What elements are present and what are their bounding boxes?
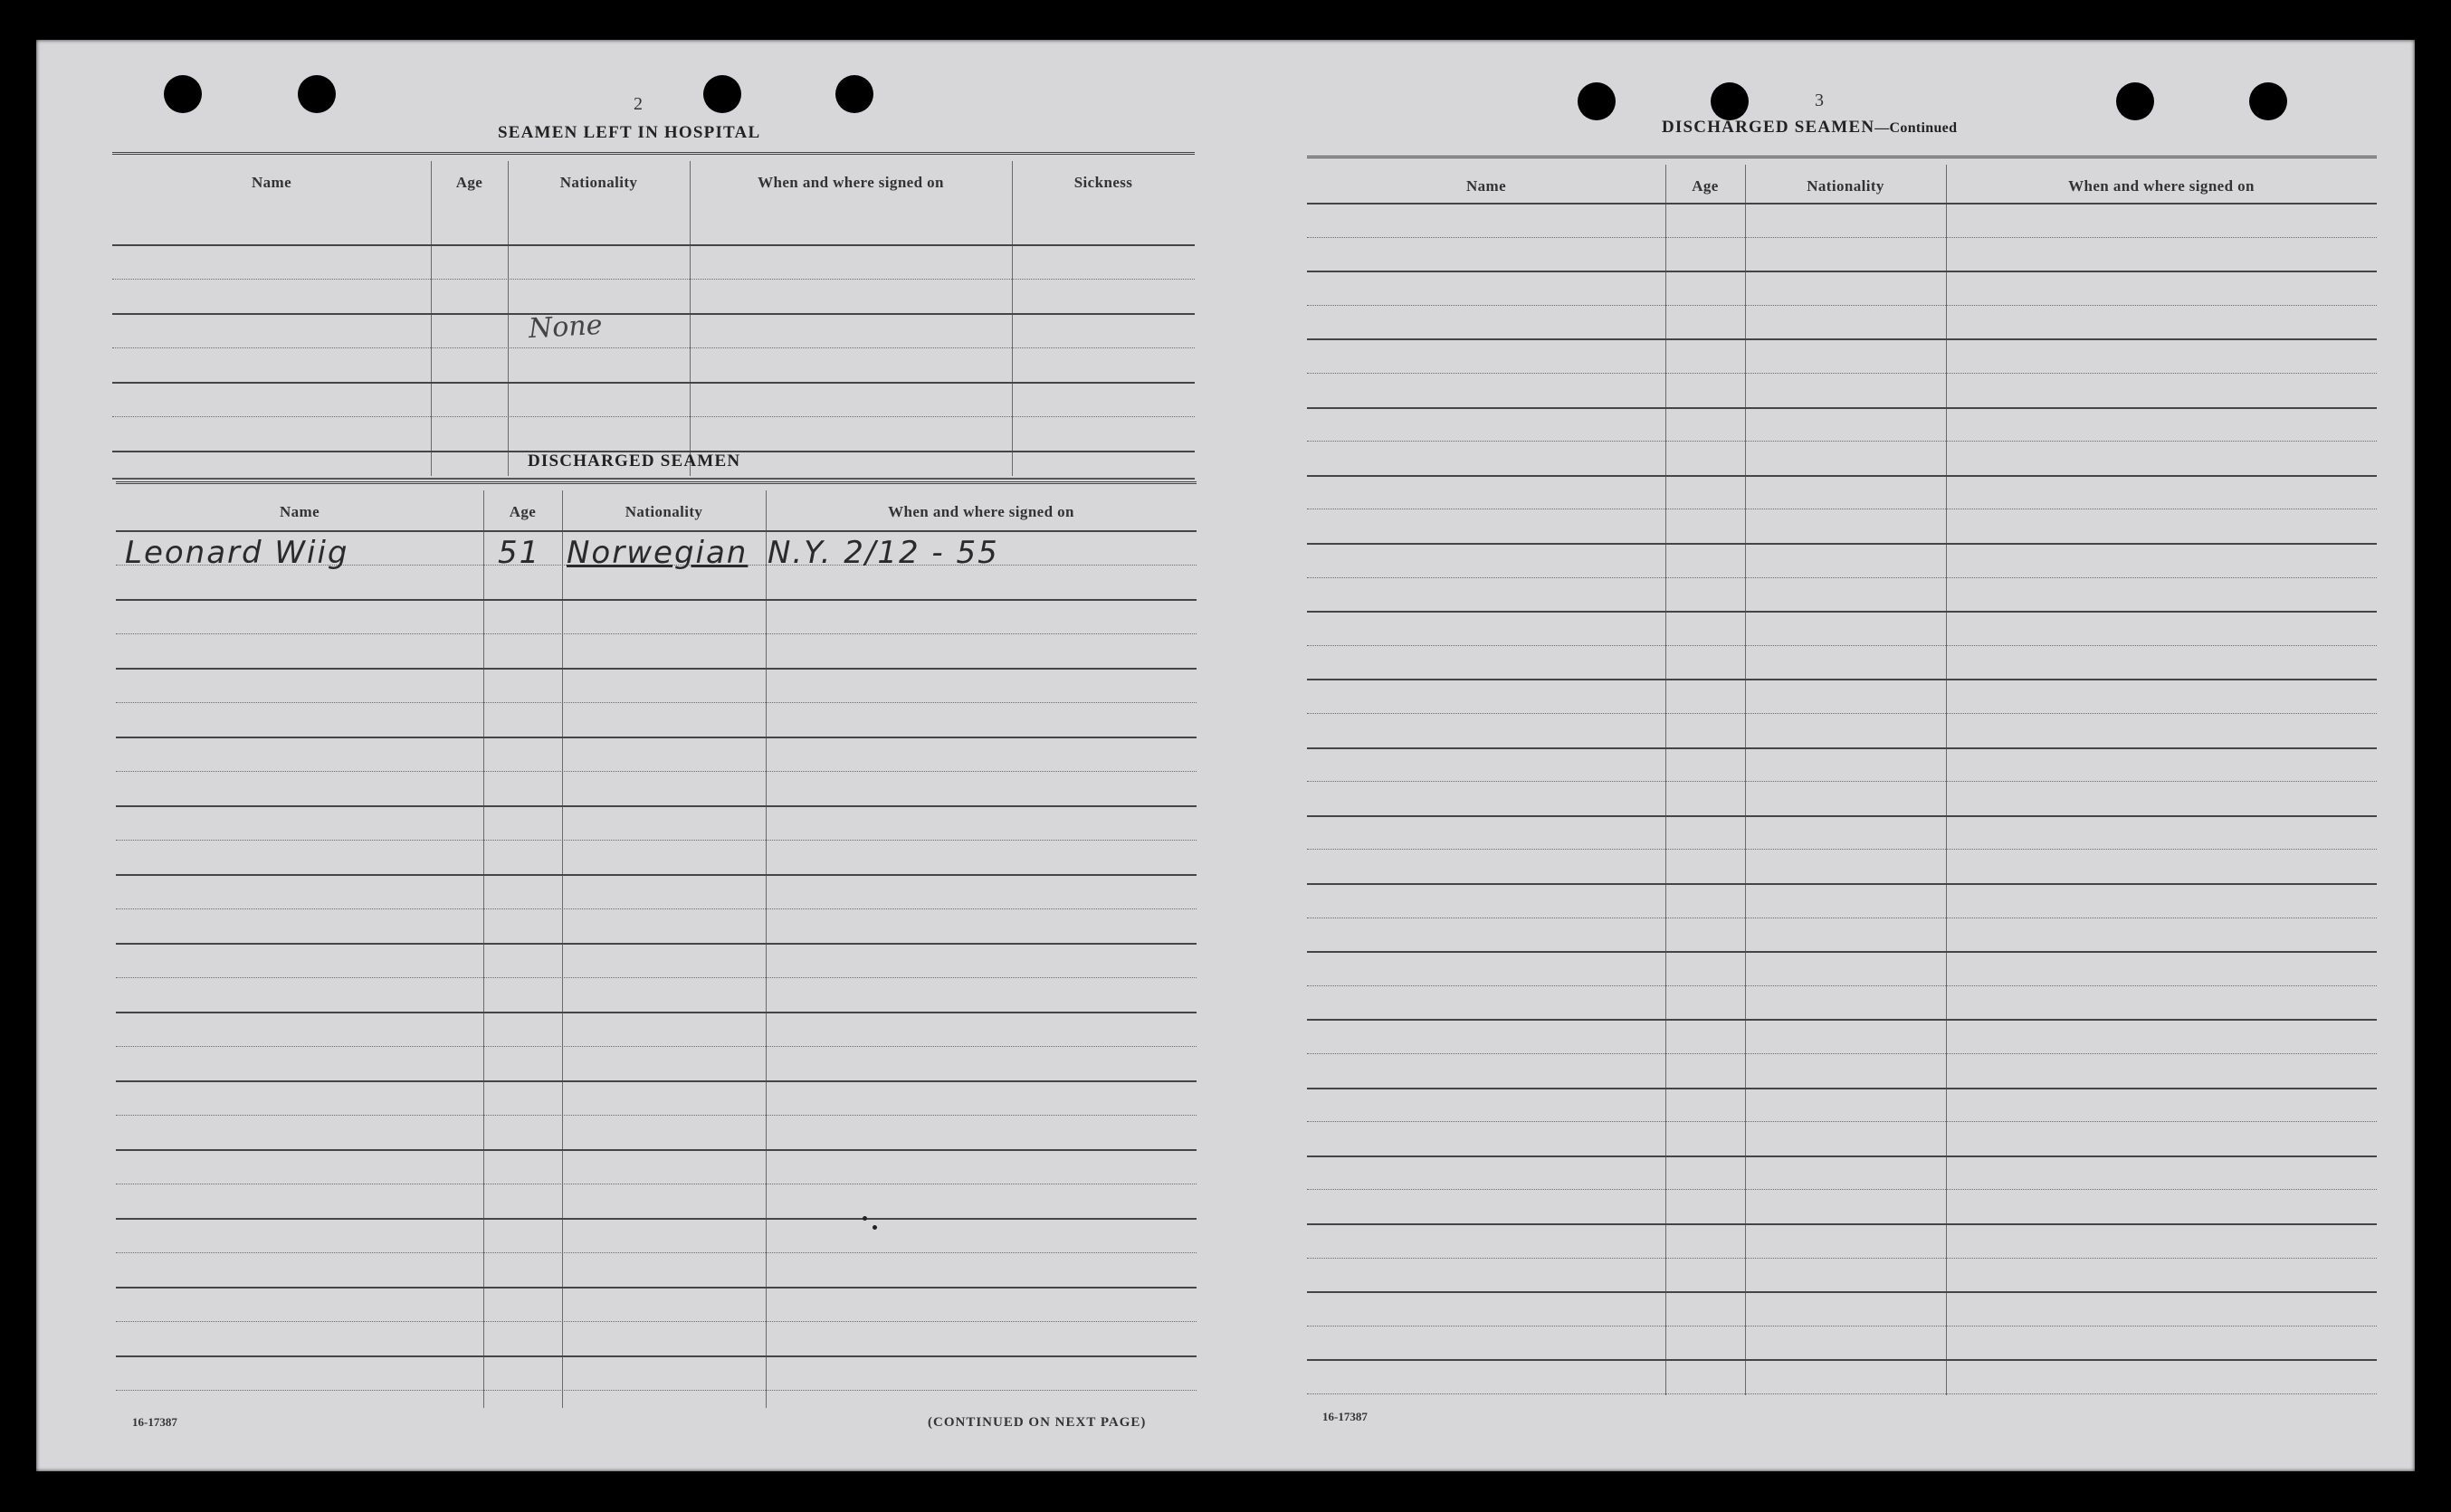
ink-speck [873, 1225, 877, 1230]
row-rule [1307, 475, 2377, 477]
row-rule [112, 279, 1195, 280]
row-rule [1307, 1393, 2377, 1394]
handwritten-none: None [528, 309, 604, 346]
title-suffix: —Continued [1874, 120, 1958, 136]
discharged-table [116, 490, 1197, 1408]
row-rule [1307, 577, 2377, 578]
column-header-nationality: Nationality [559, 174, 638, 191]
row-rule [116, 599, 1197, 601]
discharged-continued-table [1307, 165, 2377, 1395]
row-rule [1307, 611, 2377, 613]
row-rule [1307, 1223, 2377, 1225]
row-rule [116, 530, 1197, 532]
column-divider [766, 490, 767, 1408]
column-header-age: Age [1692, 177, 1719, 195]
continued-note: (CONTINUED ON NEXT PAGE) [928, 1415, 1147, 1430]
row-rule [116, 1355, 1197, 1357]
row-rule [116, 771, 1197, 772]
row-rule [1307, 338, 2377, 340]
column-divider [1946, 165, 1947, 1395]
row-rule [116, 1080, 1197, 1082]
hospital-section-title: SEAMEN LEFT IN HOSPITAL [498, 123, 761, 142]
row-rule [1307, 1155, 2377, 1157]
row-rule [1307, 1359, 2377, 1361]
row-rule [1307, 237, 2377, 238]
column-divider [1665, 165, 1666, 1395]
row-rule [1307, 373, 2377, 374]
row-rule [1307, 203, 2377, 204]
row-rule [1307, 1121, 2377, 1122]
row-rule [116, 1390, 1197, 1391]
row-rule [1307, 1189, 2377, 1190]
row-rule [116, 633, 1197, 634]
column-divider [1745, 165, 1746, 1395]
row-rule [1307, 951, 2377, 953]
column-divider [1012, 161, 1013, 476]
row-rule [116, 805, 1197, 807]
punch-hole [2249, 82, 2287, 120]
row-rule [1307, 1258, 2377, 1259]
row-rule [1307, 747, 2377, 749]
row-rule [1307, 1088, 2377, 1089]
row-rule [116, 943, 1197, 945]
row-rule [1307, 815, 2377, 817]
row-rule [1307, 645, 2377, 646]
column-header-age: Age [455, 174, 483, 191]
punch-hole [1578, 82, 1616, 120]
form-id: 16-17387 [1322, 1410, 1368, 1423]
row-rule [116, 702, 1197, 703]
row-rule [116, 1252, 1197, 1253]
column-header-signed-on: When and where signed on [888, 503, 1074, 520]
row-rule [116, 1149, 1197, 1151]
row-rule [116, 1046, 1197, 1047]
hospital-table [112, 161, 1195, 476]
row-rule [1307, 271, 2377, 272]
row-rule [1307, 1053, 2377, 1054]
form-id: 16-17387 [132, 1415, 177, 1429]
punch-hole [2116, 82, 2154, 120]
row-rule [116, 1012, 1197, 1013]
row-rule [116, 1321, 1197, 1322]
row-rule [116, 908, 1197, 909]
column-divider [690, 161, 691, 476]
row-rule [116, 874, 1197, 876]
punch-hole [1711, 82, 1749, 120]
seaman-age-cell: 51 [498, 535, 541, 571]
column-header-signed-on: When and where signed on [758, 174, 944, 191]
punch-hole [703, 75, 741, 113]
ink-speck [863, 1216, 867, 1221]
page-number: 3 [1815, 90, 1824, 110]
section-rule [112, 152, 1195, 157]
column-divider [483, 490, 484, 1408]
section-rule [116, 481, 1197, 486]
column-header-nationality: Nationality [625, 503, 703, 520]
seaman-nationality-cell: Norwegian [567, 535, 749, 571]
seaman-signed-on-cell: N.Y. 2/12 - 55 [768, 535, 999, 571]
row-rule [112, 416, 1195, 417]
row-rule [1307, 679, 2377, 680]
seaman-name-cell: Leonard Wiig [125, 535, 349, 571]
column-header-name: Name [279, 503, 320, 520]
document-sheet [36, 40, 2415, 1471]
row-rule [1307, 985, 2377, 986]
row-rule [1307, 543, 2377, 545]
row-rule [1307, 849, 2377, 850]
punch-hole [298, 75, 336, 113]
row-rule [116, 668, 1197, 670]
column-header-nationality: Nationality [1807, 177, 1884, 195]
row-rule [1307, 441, 2377, 442]
row-rule [1307, 713, 2377, 714]
row-rule [1307, 407, 2377, 409]
column-divider [508, 161, 509, 476]
column-header-name: Name [1465, 177, 1507, 195]
row-rule [112, 382, 1195, 384]
row-rule [1307, 305, 2377, 306]
row-rule [112, 313, 1195, 315]
row-rule [1307, 1326, 2377, 1327]
row-rule [116, 737, 1197, 738]
header-rule [112, 244, 1195, 246]
punch-hole [164, 75, 202, 113]
section-rule [112, 478, 1195, 480]
row-rule [1307, 781, 2377, 782]
row-rule [112, 347, 1195, 348]
row-rule [116, 977, 1197, 978]
row-rule [1307, 1019, 2377, 1021]
discharged-continued-title [1662, 118, 1957, 138]
discharged-section-title: DISCHARGED SEAMEN [528, 452, 741, 471]
row-rule [1307, 1291, 2377, 1293]
row-rule [116, 1287, 1197, 1289]
column-header-age: Age [509, 503, 537, 520]
row-rule [116, 1218, 1197, 1220]
page-number: 2 [634, 94, 643, 114]
punch-hole [835, 75, 873, 113]
section-rule [1307, 156, 2377, 160]
column-header-name: Name [251, 174, 292, 191]
title-text: DISCHARGED SEAMEN [1662, 118, 1875, 137]
column-divider [431, 161, 432, 476]
column-header-signed-on: When and where signed on [2068, 177, 2255, 195]
row-rule [116, 1115, 1197, 1116]
row-rule [1307, 883, 2377, 885]
column-divider [562, 490, 563, 1408]
row-rule [116, 840, 1197, 841]
column-header-sickness: Sickness [1073, 174, 1133, 191]
